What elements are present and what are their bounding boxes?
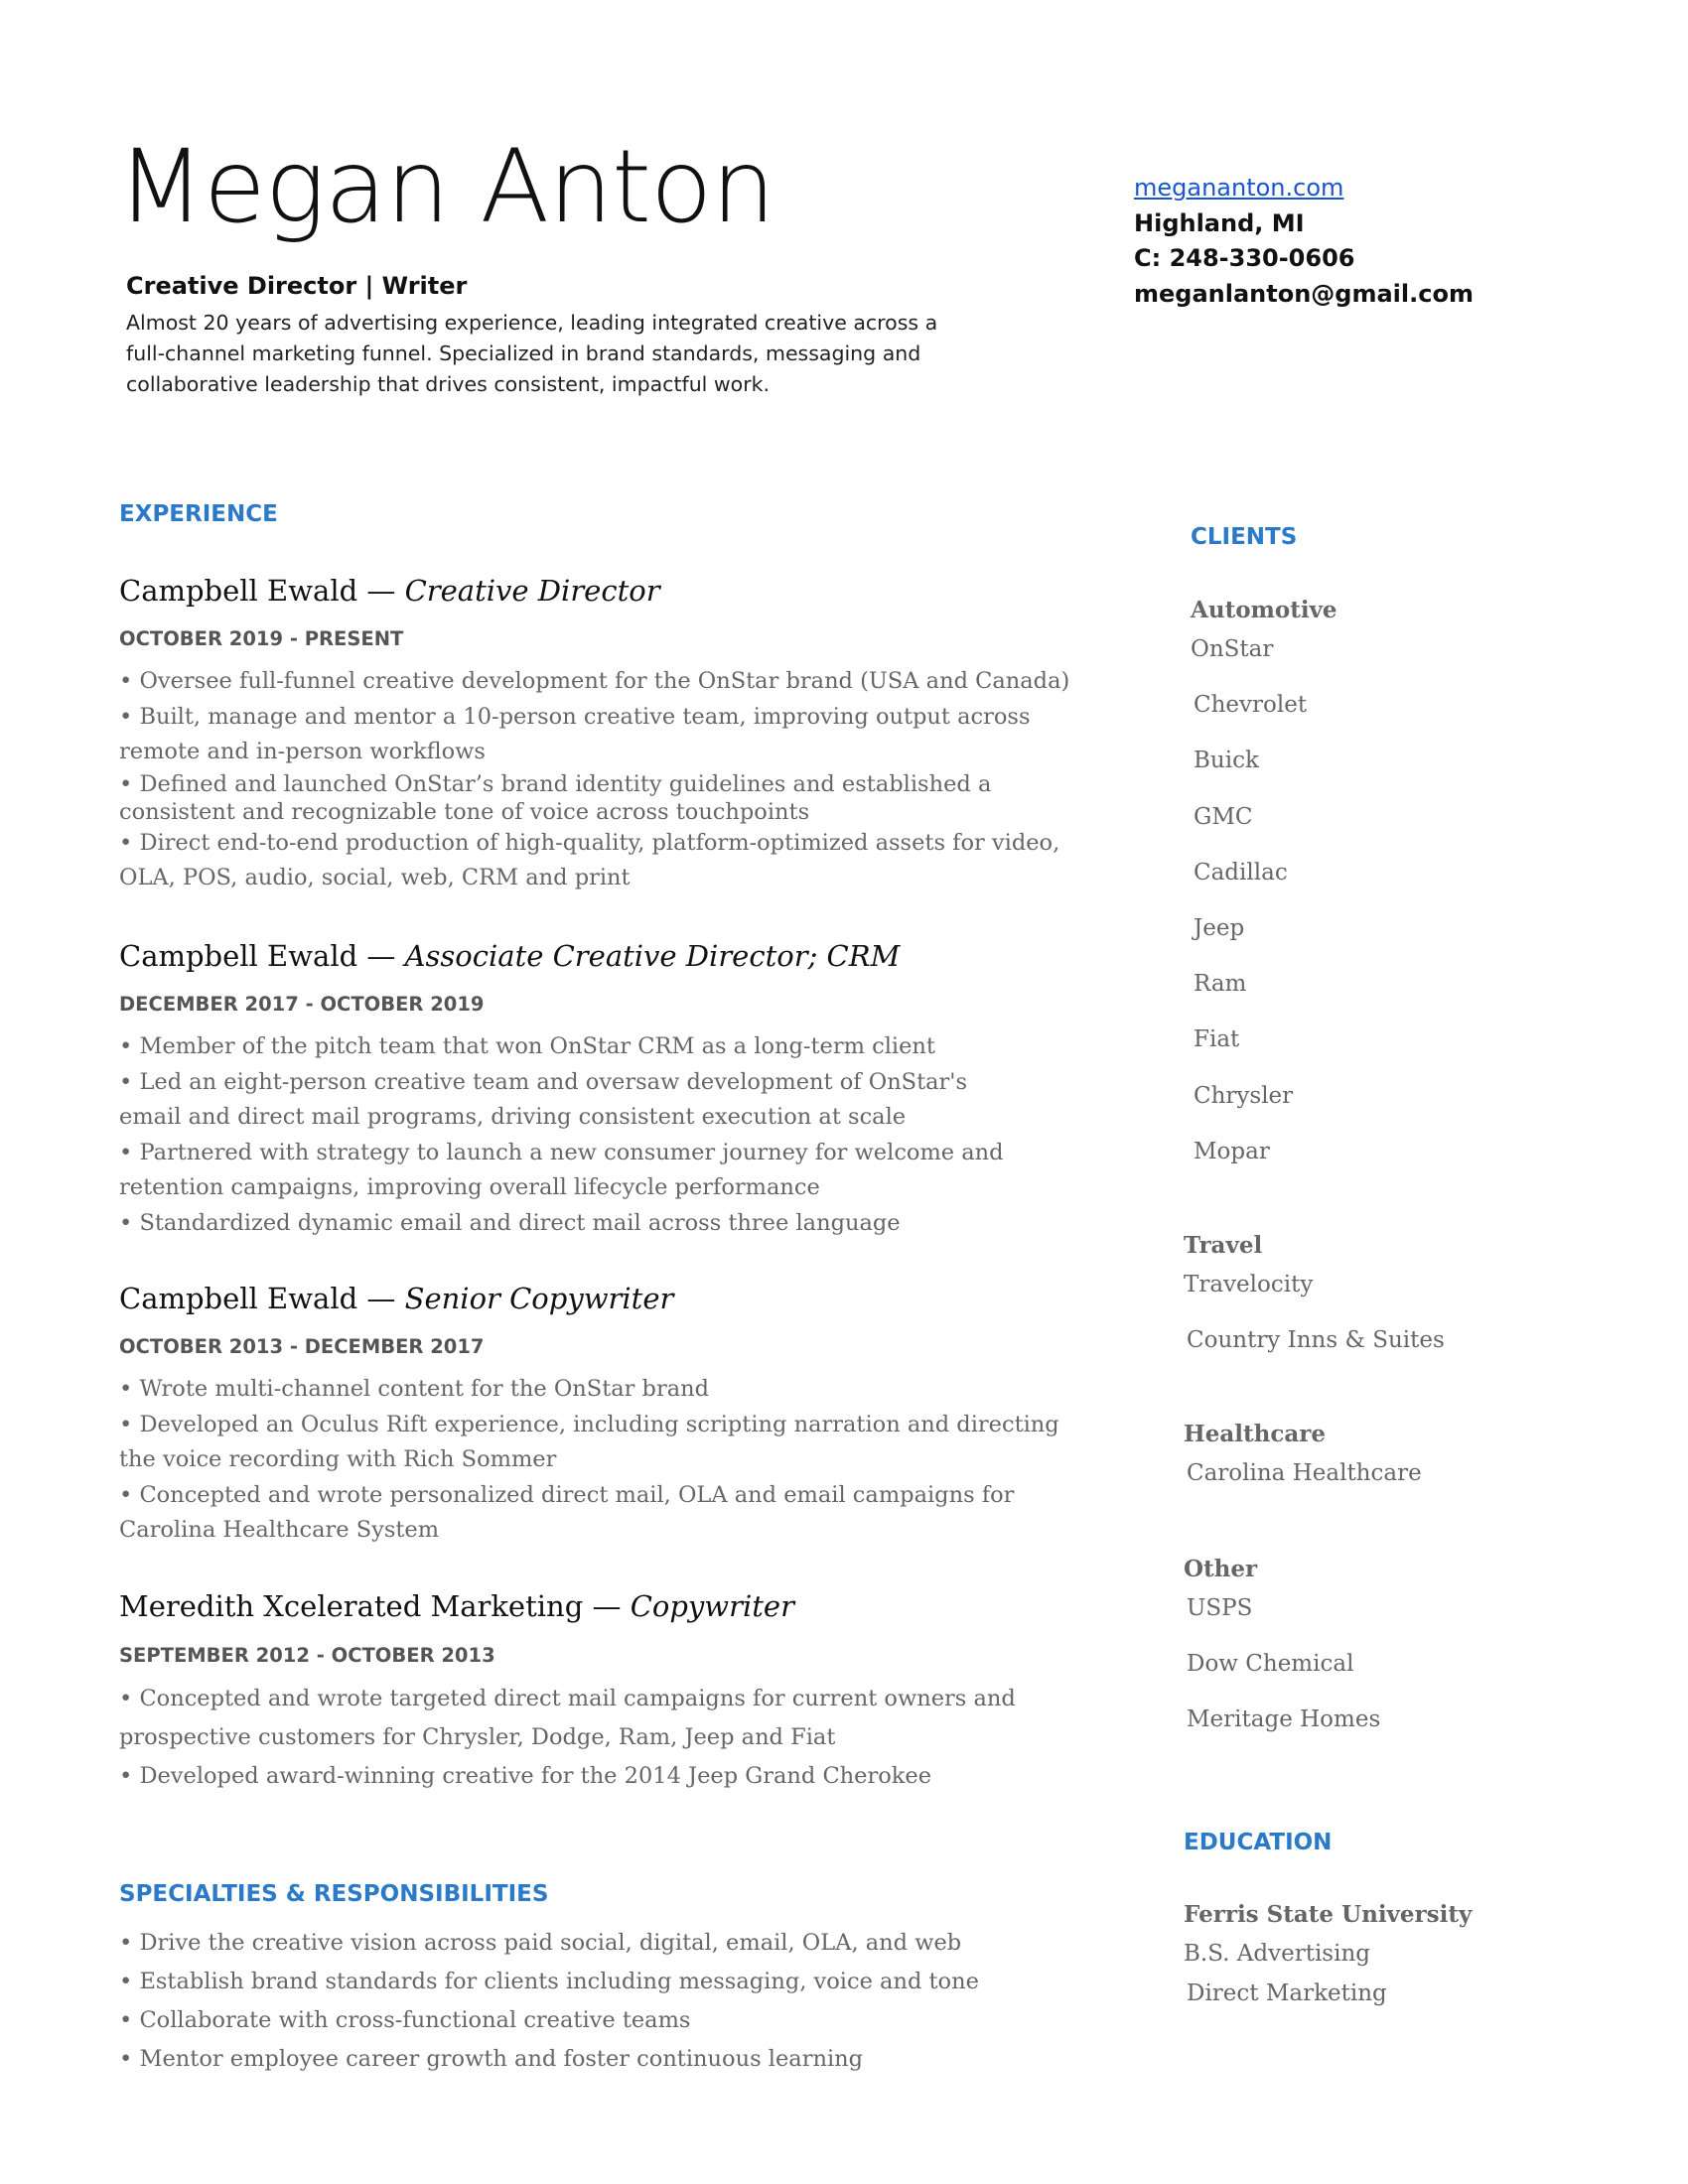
candidate-name: Megan Anton — [117, 128, 775, 246]
client-group-automotive: Automotive — [1191, 597, 1337, 623]
list-item: GMC — [1194, 803, 1253, 830]
list-item: Carolina Healthcare — [1187, 1460, 1422, 1486]
client-group-travel: Travel — [1184, 1232, 1263, 1259]
list-item: Jeep — [1194, 914, 1245, 941]
job-dates-3: OCTOBER 2013 - DECEMBER 2017 — [119, 1335, 485, 1358]
job-bullets-2 — [119, 1029, 1102, 1241]
job-dates-2: DECEMBER 2017 - OCTOBER 2019 — [119, 993, 485, 1016]
list-item: Dow Chemical — [1187, 1651, 1354, 1678]
list-item: Travelocity — [1184, 1272, 1314, 1297]
candidate-role: Creative Director | Writer — [126, 272, 468, 300]
list-item: • Standardized dynamic email and direct mail across three language — [119, 1206, 1102, 1242]
job-title-2 — [119, 939, 900, 973]
specialties-bullets — [119, 1924, 1102, 2079]
list-item: Cadillac — [1194, 859, 1288, 886]
website-link[interactable]: megananton.com — [1134, 174, 1344, 202]
job-company: Campbell Ewald — — [119, 939, 405, 973]
list-item: • Direct end-to-end production of high-quality, platform-optimized assets for video, OLA, POS, audio, social, web, CRM and print — [119, 826, 1102, 896]
job-company: Meredith Xcelerated Marketing — — [119, 1589, 631, 1623]
experience-heading: EXPERIENCE — [119, 501, 278, 527]
list-item: Chevrolet — [1194, 692, 1308, 719]
job-dates-4: SEPTEMBER 2012 - OCTOBER 2013 — [119, 1644, 495, 1667]
list-item: • Partnered with strategy to launch a new consumer journey for welcome and retention campaigns, improving overall lifecycle performance — [119, 1136, 1102, 1206]
job-company: Campbell Ewald — — [119, 1282, 405, 1315]
job-bullets-3 — [119, 1372, 1102, 1549]
client-list-healthcare — [1187, 1458, 1422, 1514]
job-dates-1: OCTOBER 2019 - PRESENT — [119, 627, 404, 650]
list-item: • Developed an Oculus Rift experience, including scripting narration and directing the voice recording with Rich Sommer — [119, 1408, 1102, 1478]
list-item: USPS — [1187, 1595, 1253, 1621]
list-item: • Defined and launched OnStar’s brand identity guidelines and established a consistent and recognizable tone of voice across touchpoints — [119, 770, 1102, 826]
list-item: Fiat — [1194, 1026, 1240, 1053]
list-item: • Led an eight-person creative team and oversaw development of OnStar's email and direct mail programs, driving consistent execution at scale — [119, 1065, 1013, 1136]
list-item: • Developed award-winning creative for the 2014 Jeep Grand Cherokee — [119, 1757, 1102, 1796]
list-item: Ram — [1194, 971, 1247, 998]
contact-block — [1134, 171, 1474, 312]
job-title-1 — [119, 574, 660, 608]
job-company: Campbell Ewald — — [119, 574, 405, 608]
clients-heading: CLIENTS — [1191, 524, 1298, 550]
school-name: Ferris State University — [1184, 1901, 1473, 1928]
list-item: • Establish brand standards for clients including messaging, voice and tone — [119, 1963, 1102, 2001]
list-item: • Built, manage and mentor a 10-person creative team, improving output across remote and in-person workflows — [119, 700, 1102, 770]
list-item: Buick — [1194, 748, 1259, 774]
education-heading: EDUCATION — [1184, 1830, 1333, 1855]
list-item: Chrysler — [1194, 1082, 1294, 1109]
job-position: Copywriter — [630, 1589, 794, 1623]
degree-focus: Direct Marketing — [1187, 1980, 1387, 2006]
profile-summary: Almost 20 years of advertising experience, leading integrated creative across a full-channel marketing funnel. Specialized in brand standards, messaging and collaborative leadership that drives consistent, impactful work. — [126, 311, 938, 396]
job-position: Associate Creative Director; CRM — [404, 939, 901, 973]
client-group-healthcare: Healthcare — [1184, 1421, 1327, 1447]
list-item: Country Inns & Suites — [1187, 1327, 1445, 1354]
list-item: • Wrote multi-channel content for the OnStar brand — [119, 1372, 1102, 1408]
client-list-automotive — [1191, 634, 1307, 1192]
job-title-3 — [119, 1282, 673, 1315]
client-group-other: Other — [1184, 1556, 1258, 1582]
list-item: Meritage Homes — [1187, 1706, 1381, 1733]
list-item: • Collaborate with cross-functional creative teams — [119, 2001, 1102, 2040]
list-item: Mopar — [1194, 1138, 1270, 1164]
job-position: Senior Copywriter — [404, 1282, 674, 1315]
client-list-other — [1187, 1593, 1380, 1761]
degree: B.S. Advertising — [1184, 1941, 1370, 1967]
job-bullets-4 — [119, 1680, 1102, 1796]
list-item: • Concepted and wrote personalized direct mail, OLA and email campaigns for Carolina Healthcare System — [119, 1478, 1102, 1549]
specialties-heading: SPECIALTIES & RESPONSIBILITIES — [119, 1881, 549, 1907]
location: Highland, MI — [1134, 208, 1305, 237]
job-bullets-1 — [119, 664, 1102, 896]
list-item: • Oversee full-funnel creative development for the OnStar brand (USA and Canada) — [119, 664, 1102, 700]
list-item: • Drive the creative vision across paid social, digital, email, OLA, and web — [119, 1924, 1102, 1963]
job-title-4 — [119, 1589, 794, 1623]
list-item: • Mentor employee career growth and foster continuous learning — [119, 2040, 1102, 2079]
email: meganlanton@gmail.com — [1134, 279, 1474, 308]
list-item: OnStar — [1191, 636, 1274, 662]
job-position: Creative Director — [404, 574, 660, 608]
phone: C: 248-330-0606 — [1134, 244, 1355, 272]
client-list-travel — [1184, 1270, 1445, 1381]
list-item: • Concepted and wrote targeted direct mail campaigns for current owners and prospective customers for Chrysler, Dodge, Ram, Jeep and Fiat — [119, 1680, 1102, 1757]
list-item: • Member of the pitch team that won OnStar CRM as a long-term client — [119, 1029, 1102, 1065]
